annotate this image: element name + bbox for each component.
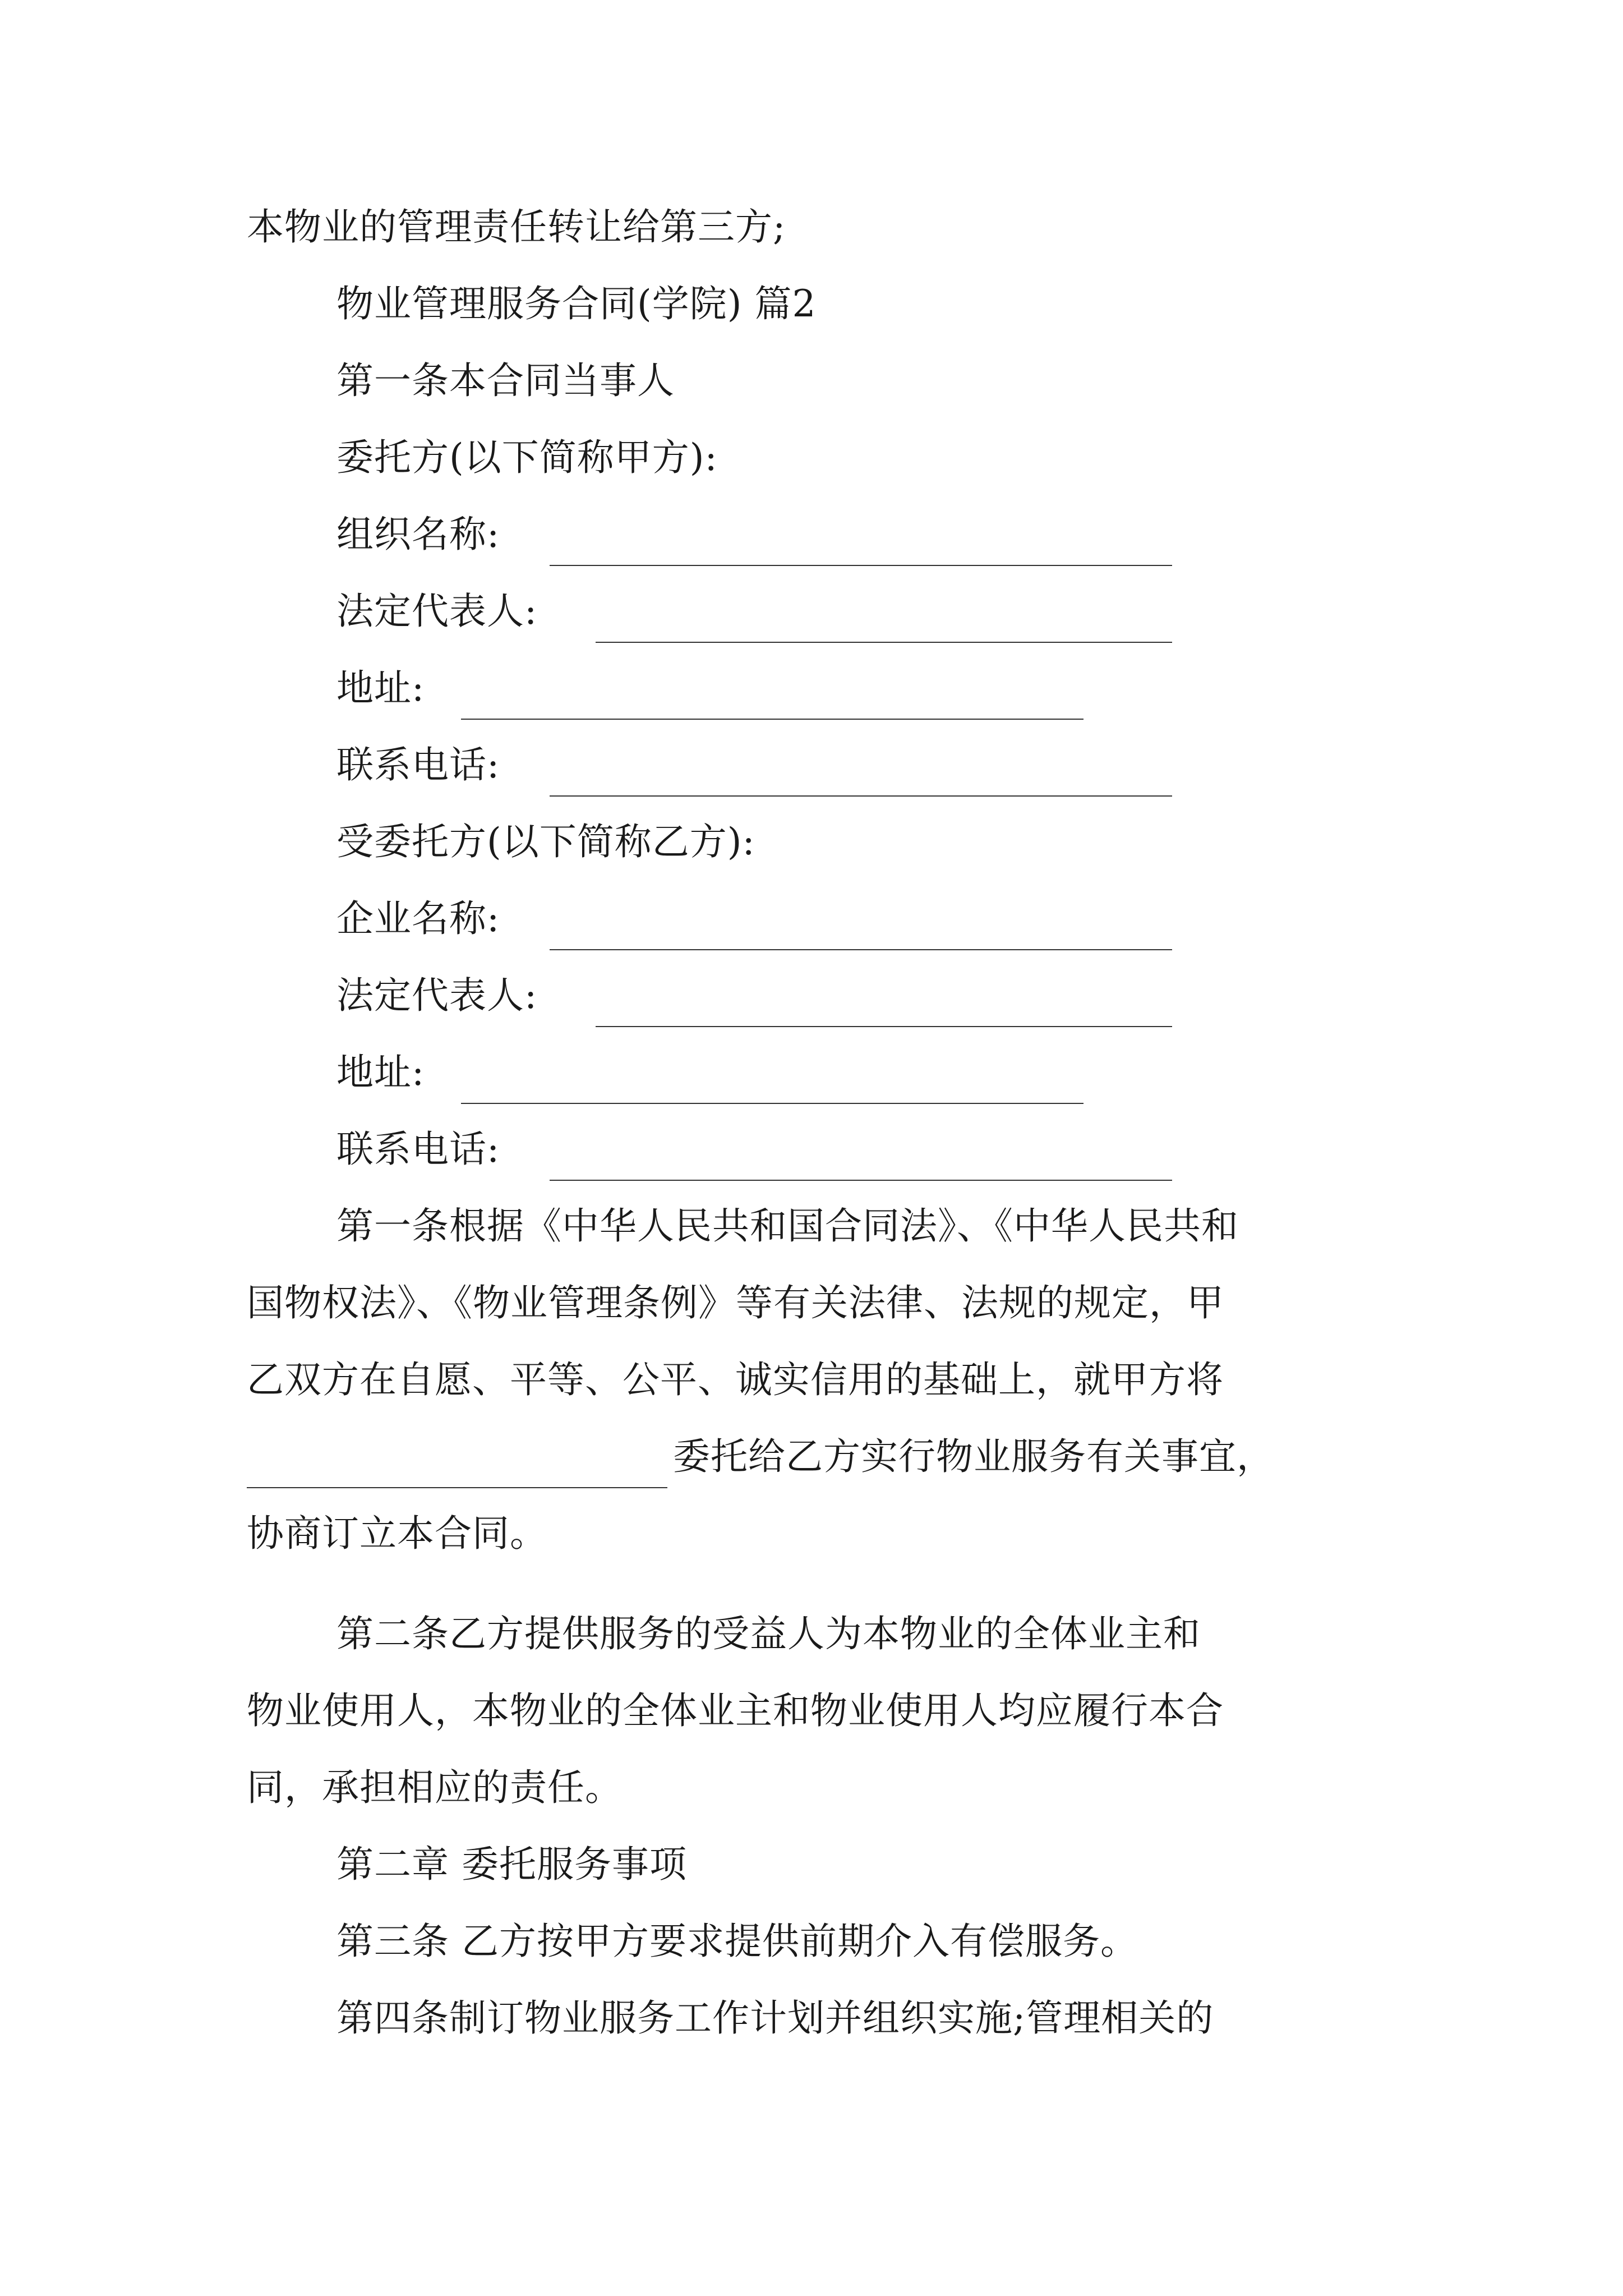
party-b-legal-rep-blank bbox=[596, 1026, 1172, 1027]
chapter-heading: 第二章 委托服务事项 bbox=[336, 1843, 687, 1886]
property-name-blank bbox=[247, 1487, 667, 1488]
paragraph-line: 乙双方在自愿、平等、公平、诚实信用的基础上，就甲方将 bbox=[247, 1358, 1224, 1401]
party-a-address-label: 地址: bbox=[336, 666, 425, 710]
party-b-company-name-label: 企业名称: bbox=[336, 897, 500, 940]
paragraph-line: 国物权法》、《物业管理条例》等有关法律、法规的规定，甲 bbox=[247, 1281, 1224, 1324]
paragraph-line: 第二条乙方提供服务的受益人为本物业的全体业主和 bbox=[336, 1612, 1201, 1655]
paragraph-line: 协商订立本合同。 bbox=[247, 1512, 547, 1555]
party-b-heading: 受委托方(以下简称乙方): bbox=[336, 820, 755, 863]
section-title: 物业管理服务合同(学院) 篇2 bbox=[336, 282, 817, 325]
party-a-address-blank bbox=[461, 719, 1083, 720]
party-b-address-blank bbox=[461, 1103, 1083, 1104]
paragraph-line: 第一条根据《中华人民共和国合同法》、《中华人民共和 bbox=[336, 1204, 1239, 1248]
article-heading: 第一条本合同当事人 bbox=[336, 359, 675, 402]
paragraph-line: 委托给乙方实行物业服务有关事宜， bbox=[673, 1435, 1274, 1478]
party-a-legal-rep-label: 法定代表人: bbox=[336, 590, 538, 633]
party-a-org-name-label: 组织名称: bbox=[336, 513, 500, 556]
party-a-org-name-blank bbox=[550, 565, 1172, 566]
party-a-phone-label: 联系电话: bbox=[336, 743, 500, 786]
party-a-heading: 委托方(以下简称甲方): bbox=[336, 436, 718, 479]
paragraph-line: 同，承担相应的责任。 bbox=[247, 1766, 623, 1809]
party-a-legal-rep-blank bbox=[596, 642, 1172, 643]
party-b-phone-label: 联系电话: bbox=[336, 1128, 500, 1171]
paragraph-line: 第四条制订物业服务工作计划并组织实施;管理相关的 bbox=[336, 1996, 1214, 2040]
paragraph-line: 物业使用人，本物业的全体业主和物业使用人均应履行本合 bbox=[247, 1689, 1224, 1732]
paragraph-line: 第三条 乙方按甲方要求提供前期介入有偿服务。 bbox=[336, 1920, 1138, 1963]
paragraph-line: 本物业的管理责任转让给第三方; bbox=[247, 205, 786, 249]
party-b-address-label: 地址: bbox=[336, 1051, 425, 1094]
party-b-phone-blank bbox=[550, 1180, 1172, 1181]
party-b-legal-rep-label: 法定代表人: bbox=[336, 974, 538, 1017]
party-b-company-name-blank bbox=[550, 949, 1172, 950]
party-a-phone-blank bbox=[550, 795, 1172, 797]
